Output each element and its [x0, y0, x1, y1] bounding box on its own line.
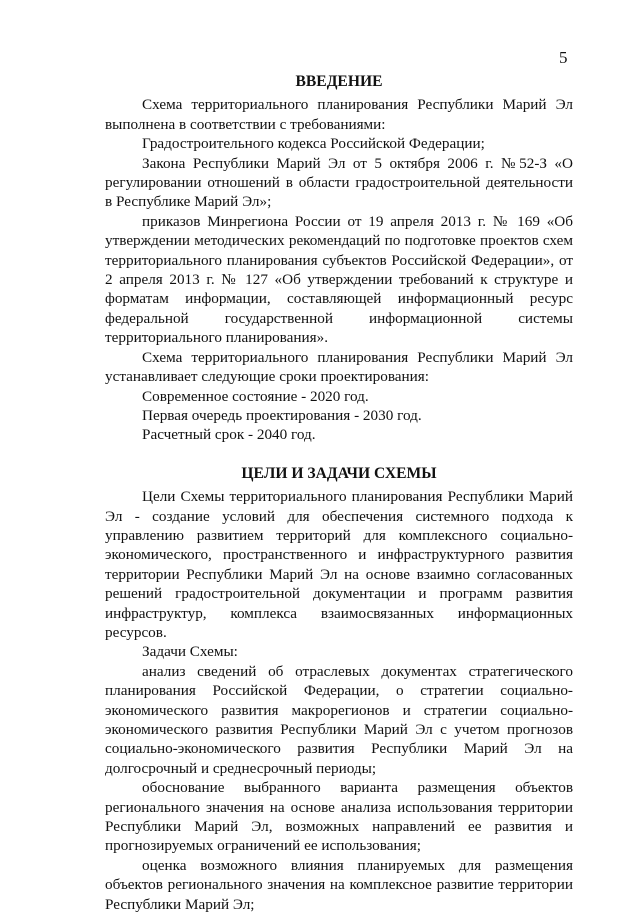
- paragraph: оценка возможного влияния планируемых для размещения объектов регионального значения на комплексное развитие территории Республики Марий Эл;: [105, 856, 573, 913]
- paragraph: Схема территориального планирования Республики Марий Эл устанавливает следующие сроки проектирования:: [105, 348, 573, 386]
- paragraph: Градостроительного кодекса Российской Федерации;: [142, 135, 485, 153]
- document-body: [105, 72, 573, 914]
- paragraph: Цели Схемы территориального планирования Республики Марий Эл - создание условий для обеспечения системного подхода к управлению развитием территорий для комплексного социально-экономического, пространственного и инфраструктурного развития территории Республики Марий Эл на основе взаимно согласованных решений градостроительной документации и программ развития инфраструктур, комплекса взаимосвязанных информационных ресурсов.: [105, 488, 573, 641]
- paragraph: обоснование выбранного варианта размещения объектов регионального значения на основе анализа использования территории Республики Марий Эл, возможных направлений ее развития и прогнозируемых ограничений ее использования;: [105, 779, 573, 855]
- page-number: 5: [559, 48, 568, 67]
- section-title-goals: ЦЕЛИ И ЗАДАЧИ СХЕМЫ: [241, 464, 437, 482]
- section-title-introduction: ВВЕДЕНИЕ: [295, 73, 383, 90]
- paragraph: Задачи Схемы:: [142, 643, 238, 661]
- paragraph: анализ сведений об отраслевых документах стратегического планирования Российской Федерации, о стратегии социально-экономического развития макрорегионов и стратегии социально-экономического развития Республики Марий Эл с учетом прогнозов социально-экономического развития Республики Марий Эл на долгосрочный и среднесрочный периоды;: [105, 662, 573, 777]
- introduction-section: [105, 95, 573, 444]
- paragraph: Современное состояние - 2020 год.: [142, 387, 369, 405]
- paragraph: приказов Минрегиона России от 19 апреля 2013 г. № 169 «Об утверждении методических рекомендаций по подготовке проектов схем территориального планирования субъектов Российской Федерации», от 2 апреля 2013 г. № 127 «Об утверждении требований к структуре и форматам информации, составляющей информационный ресурс федеральной государственной информационной системы территориального планирования».: [105, 212, 573, 347]
- paragraph: Первая очередь проектирования - 2030 год.: [142, 406, 422, 424]
- goals-section: [105, 487, 573, 914]
- paragraph: Закона Республики Марий Эл от 5 октября 2006 г. №52-З «О регулировании отношений в области градостроительной деятельности в Республике Марий Эл»;: [105, 154, 573, 211]
- paragraph: Схема территориального планирования Республики Марий Эл выполнена в соответствии с требованиями:: [105, 96, 573, 133]
- paragraph: Расчетный срок - 2040 год.: [142, 426, 316, 444]
